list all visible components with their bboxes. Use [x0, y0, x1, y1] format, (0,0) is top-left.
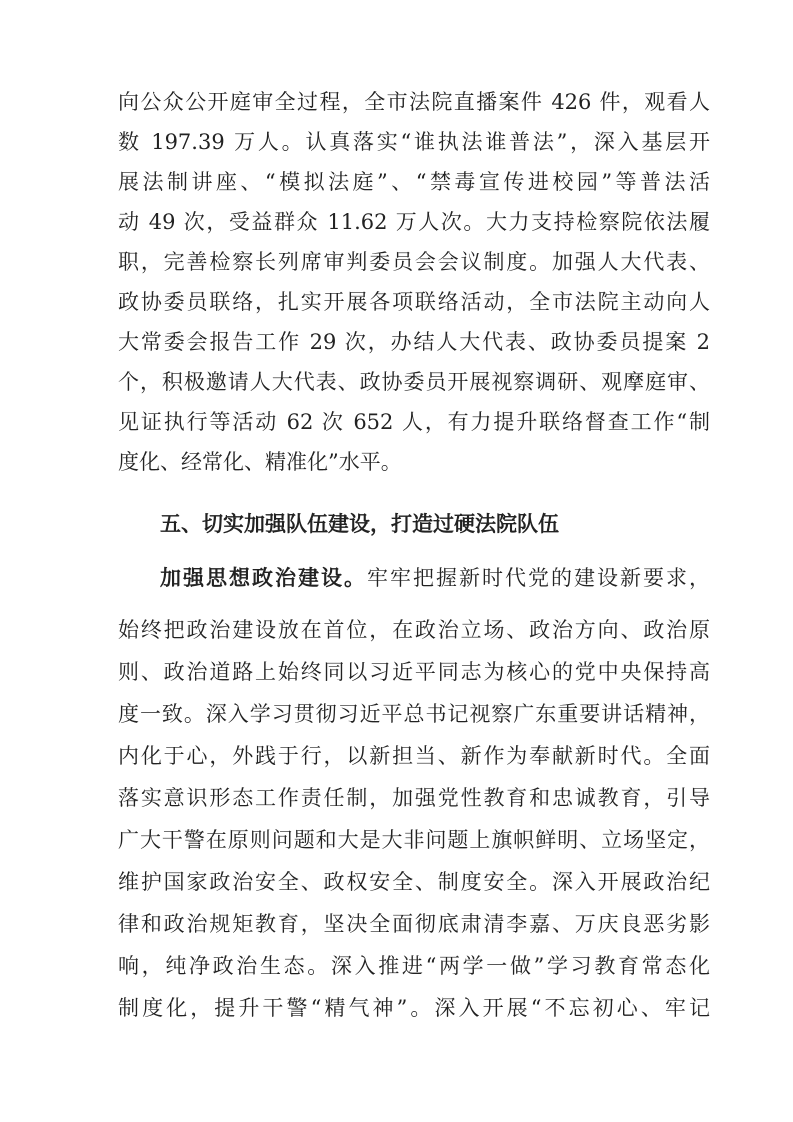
body-line: 个，积极邀请人大代表、政协委员开展视察调研、观摩庭审、: [118, 370, 710, 394]
body-line: 政协委员联络，扎实开展各项联络活动，全市法院主动向人: [118, 290, 710, 314]
body-line: 度一致。深入学习贯彻习近平总书记视察广东重要讲话精神，: [118, 702, 710, 726]
body-line: 律和政治规矩教育，坚决全面彻底肃清李嘉、万庆良恶劣影: [118, 912, 710, 936]
body-line: 向公众公开庭审全过程，全市法院直播案件 426 件，观看人: [118, 90, 710, 114]
paragraph-first-line-rest: 牢牢把握新时代党的建设新要求，: [367, 566, 710, 590]
body-line: 落实意识形态工作责任制，加强党性教育和忠诚教育，引导: [118, 786, 710, 810]
paragraph-first-line: [160, 562, 710, 592]
section-heading: 五、切实加强队伍建设，打造过硬法院队伍: [160, 512, 559, 536]
body-line: 维护国家政治安全、政权安全、制度安全。深入开展政治纪: [118, 870, 710, 894]
body-line: 广大干警在原则问题和大是大非问题上旗帜鲜明、立场坚定，: [118, 828, 710, 852]
body-line: 大常委会报告工作 29 次，办结人大代表、政协委员提案 2: [118, 330, 710, 354]
body-line: 制度化，提升干警“精气神”。深入开展“不忘初心、牢记: [118, 996, 710, 1020]
body-line: 动 49 次，受益群众 11.62 万人次。大力支持检察院依法履: [118, 210, 710, 234]
body-line: 见证执行等活动 62 次 652 人，有力提升联络督查工作“制: [118, 410, 710, 434]
paragraph-lead: 加强思想政治建设。: [160, 566, 367, 590]
body-line: 响，纯净政治生态。深入推进“两学一做”学习教育常态化: [118, 954, 710, 978]
body-line: 内化于心，外践于行，以新担当、新作为奉献新时代。全面: [118, 744, 710, 768]
body-line: 则、政治道路上始终同以习近平同志为核心的党中央保持高: [118, 660, 710, 684]
body-line: 展法制讲座、“模拟法庭”、“禁毒宣传进校园”等普法活: [118, 170, 710, 194]
body-line: 职，完善检察长列席审判委员会会议制度。加强人大代表、: [118, 250, 710, 274]
body-line: 度化、经常化、精准化”水平。: [118, 450, 402, 474]
body-line: 数 197.39 万人。认真落实“谁执法谁普法”，深入基层开: [118, 130, 710, 154]
body-line: 始终把政治建设放在首位，在政治立场、政治方向、政治原: [118, 618, 710, 642]
